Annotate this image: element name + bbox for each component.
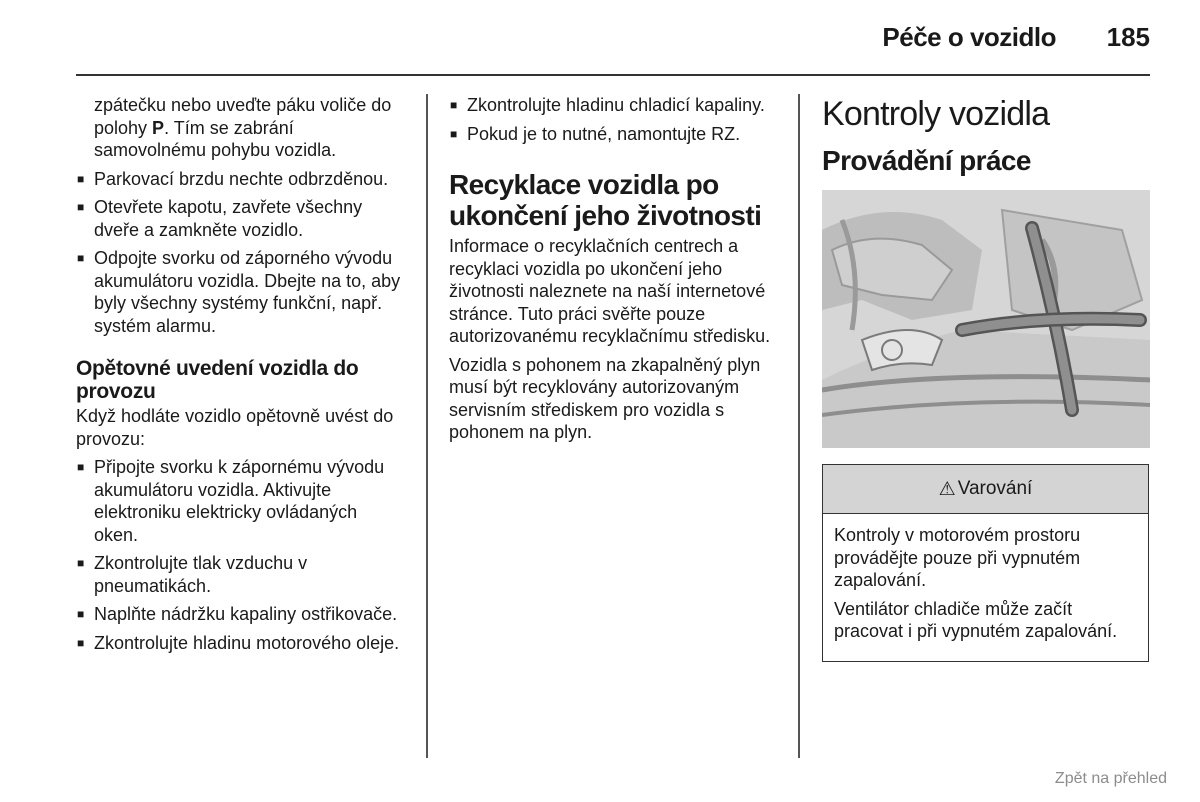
column-middle (449, 94, 784, 450)
page-header-title: Péče o vozidlo (882, 22, 1056, 52)
warning-body (823, 514, 1148, 661)
list-item: ■ Zkontrolujte hladinu motorového oleje. (76, 632, 406, 655)
list-item: ■ Otevřete kapotu, zavřete všechny dveře a zamkněte vozidlo. (76, 196, 406, 241)
list-item: ■ Odpojte svorku od záporného vývodu akumulátoru vozidla. Dbejte na to, aby byly všechny systémy funkční, např. systém alarmu. (76, 247, 406, 337)
list-item: ■ Zkontrolujte tlak vzduchu v pneumatikách. (76, 552, 406, 597)
list-item: ■ Připojte svorku k zápornému vývodu akumulátoru vozidla. Aktivujte elektroniku elektricky ovládaných oken. (76, 456, 406, 546)
continued-paragraph: zpátečku nebo uveďte páku voliče do polohy P. Tím se zabrání samovolnému pohybu vozidla. (94, 95, 392, 160)
warning-paragraph: Kontroly v motorovém prostoru provádějte pouze při vypnutém zapalování. (834, 525, 1081, 590)
list-item: ■ Zkontrolujte hladinu chladicí kapaliny. (449, 94, 784, 117)
warning-triangle-icon: ⚠ (938, 478, 956, 500)
recommissioning-steps-list (76, 456, 406, 654)
column-left (76, 94, 406, 660)
section-title: Kontroly vozidla (822, 95, 1050, 133)
engine-bay-photo (822, 190, 1150, 448)
back-to-overview-link[interactable]: Zpět na přehled (1054, 770, 1167, 787)
warning-label: Varování (957, 478, 1033, 499)
lpg-recycling-paragraph: Vozidla s pohonem na zkapalněný plyn musí být recyklovány autorizovaným servisním střediskem pro vozidla s pohonem na plyn. (449, 354, 761, 442)
list-item: ■ Parkovací brzdu nechte odbrzděnou. (76, 168, 406, 191)
column-divider (798, 94, 800, 758)
column-right (822, 94, 1150, 662)
warning-header (823, 465, 1148, 514)
section-subtitle: Provádění práce (822, 145, 1031, 176)
intro-paragraph: Když hodláte vozidlo opětovně uvést do provozu: (76, 406, 394, 449)
heading-recycling: Recyklace vozidla po ukončení jeho životnosti (449, 169, 762, 231)
page-number: 185 (1106, 22, 1150, 52)
check-steps-list (449, 94, 784, 145)
warning-box (822, 464, 1149, 662)
recycling-paragraph: Informace o recyklačních centrech a recyklaci vozidla po ukončení jeho životnosti naleznete na naší internetové stránce. Tuto práci svěřte pouze autorizovanému recyklačnímu středisku. (449, 236, 771, 346)
list-item: ■ Pokud je to nutné, namontujte RZ. (449, 123, 784, 146)
list-item: ■ Naplňte nádržku kapaliny ostřikovače. (76, 603, 406, 626)
engine-bay-illustration (822, 190, 1150, 448)
shutdown-steps-list (76, 168, 406, 338)
subheading-recommissioning: Opětovné uvedení vozidla do provozu (76, 357, 359, 403)
gear-position-p: P (152, 117, 165, 138)
column-divider (426, 94, 428, 758)
warning-paragraph: Ventilátor chladiče může začít pracovat i při vypnutém zapalování. (834, 598, 1118, 641)
header-divider (76, 74, 1150, 76)
